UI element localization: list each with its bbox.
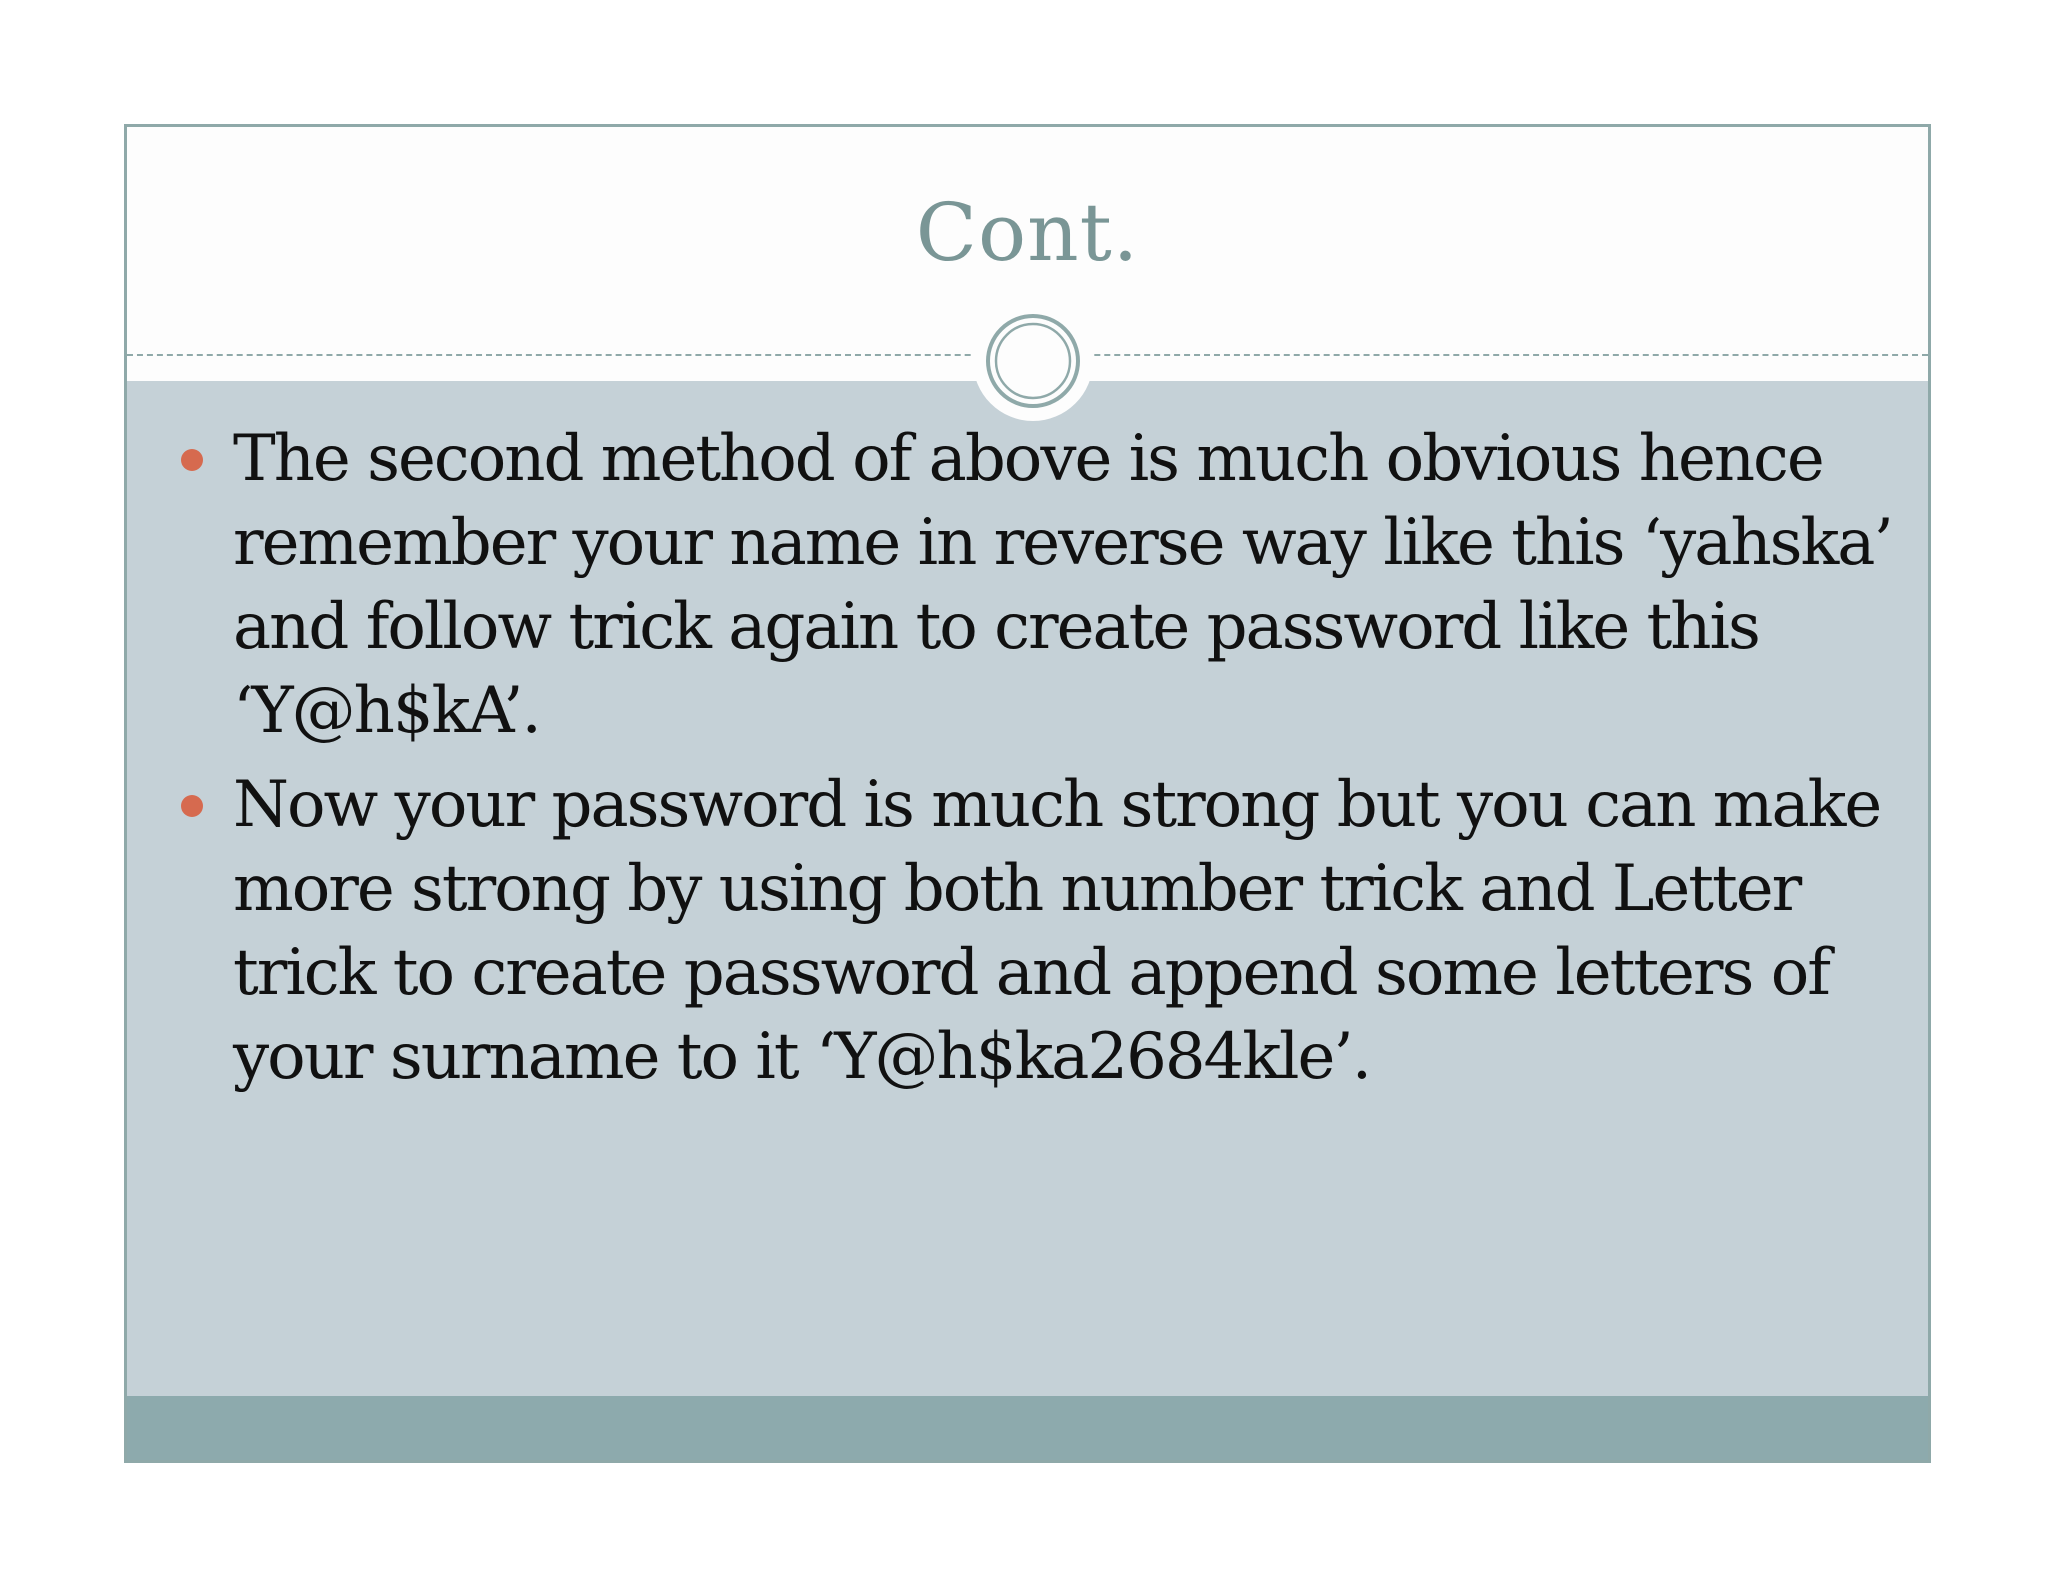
footer-band — [127, 1396, 1928, 1460]
bullet-item — [177, 763, 1897, 1099]
circle-ornament-icon — [980, 308, 1086, 414]
bullet-dot-icon — [181, 449, 203, 471]
bullet-text: Now your password is much strong but you can make more strong by using both number trick and Letter trick to create password and append some letters of your surname to it ‘Y@h$ka2684kle’. — [233, 768, 1881, 1094]
bullet-item — [177, 417, 1897, 753]
bullet-dot-icon — [181, 795, 203, 817]
slide — [124, 124, 1931, 1463]
bullet-list — [177, 417, 1897, 1109]
slide-title: Cont. — [915, 186, 1140, 279]
bullet-text: The second method of above is much obvious hence remember your name in reverse way like this ‘yahska’ and follow trick again to create password like this ‘Y@h$kA’. — [233, 422, 1892, 748]
